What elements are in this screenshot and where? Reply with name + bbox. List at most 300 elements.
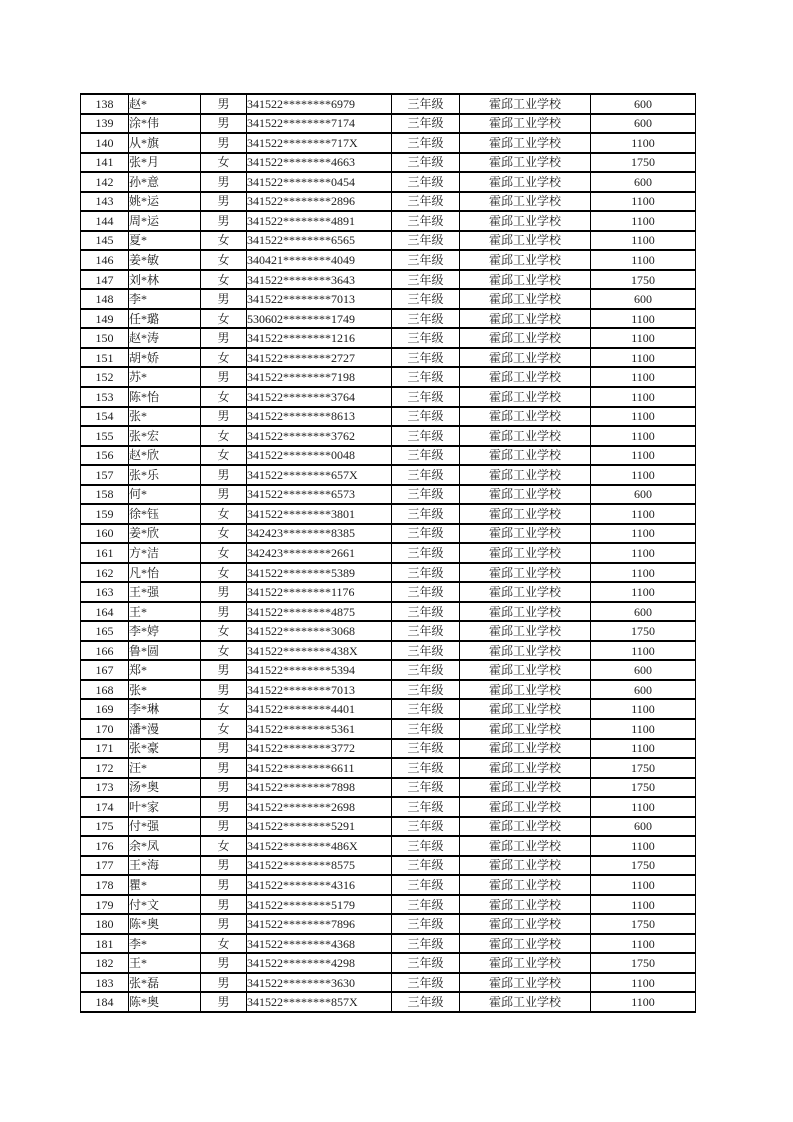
table-row (81, 680, 696, 700)
cell-id-number: 341522********3764 (247, 387, 392, 407)
cell-gender: 女 (201, 934, 247, 954)
cell-amount: 1750 (591, 270, 696, 290)
table-body (81, 94, 696, 1012)
cell-grade: 三年级 (392, 992, 460, 1012)
cell-amount: 1100 (591, 192, 696, 212)
cell-row-number: 161 (81, 543, 129, 563)
cell-school: 霍邱工业学校 (460, 817, 591, 837)
cell-gender: 男 (201, 660, 247, 680)
cell-gender: 男 (201, 485, 247, 505)
table-row (81, 192, 696, 212)
cell-grade: 三年级 (392, 485, 460, 505)
cell-gender: 男 (201, 895, 247, 915)
cell-gender: 男 (201, 211, 247, 231)
cell-amount: 1100 (591, 797, 696, 817)
cell-id-number: 341522********3801 (247, 504, 392, 524)
cell-amount: 600 (591, 289, 696, 309)
cell-id-number: 341522********7198 (247, 367, 392, 387)
cell-id-number: 530602********1749 (247, 309, 392, 329)
cell-student-name: 赵*涛 (129, 328, 201, 348)
cell-student-name: 凡*怡 (129, 563, 201, 583)
cell-row-number: 159 (81, 504, 129, 524)
cell-school: 霍邱工业学校 (460, 289, 591, 309)
cell-amount: 1100 (591, 895, 696, 915)
table-row (81, 621, 696, 641)
cell-student-name: 周*运 (129, 211, 201, 231)
cell-row-number: 167 (81, 660, 129, 680)
cell-row-number: 140 (81, 133, 129, 153)
cell-student-name: 夏* (129, 231, 201, 251)
cell-student-name: 方*洁 (129, 543, 201, 563)
cell-amount: 1750 (591, 953, 696, 973)
cell-grade: 三年级 (392, 270, 460, 290)
cell-row-number: 184 (81, 992, 129, 1012)
cell-student-name: 赵*欣 (129, 446, 201, 466)
cell-grade: 三年级 (392, 953, 460, 973)
cell-grade: 三年级 (392, 465, 460, 485)
cell-amount: 1100 (591, 211, 696, 231)
cell-gender: 男 (201, 953, 247, 973)
cell-gender: 男 (201, 407, 247, 427)
cell-gender: 男 (201, 367, 247, 387)
cell-amount: 1100 (591, 348, 696, 368)
cell-grade: 三年级 (392, 504, 460, 524)
cell-amount: 1100 (591, 543, 696, 563)
cell-id-number: 341522********438X (247, 641, 392, 661)
cell-grade: 三年级 (392, 582, 460, 602)
cell-amount: 1100 (591, 992, 696, 1012)
cell-gender: 女 (201, 563, 247, 583)
cell-row-number: 143 (81, 192, 129, 212)
cell-gender: 男 (201, 739, 247, 759)
cell-gender: 女 (201, 309, 247, 329)
cell-student-name: 孙*意 (129, 172, 201, 192)
cell-row-number: 182 (81, 953, 129, 973)
cell-row-number: 181 (81, 934, 129, 954)
cell-student-name: 郑* (129, 660, 201, 680)
cell-id-number: 341522********7013 (247, 289, 392, 309)
cell-row-number: 147 (81, 270, 129, 290)
cell-id-number: 341522********4663 (247, 153, 392, 173)
cell-id-number: 341522********8575 (247, 856, 392, 876)
cell-amount: 1750 (591, 153, 696, 173)
cell-school: 霍邱工业学校 (460, 758, 591, 778)
cell-school: 霍邱工业学校 (460, 114, 591, 134)
cell-id-number: 341522********4316 (247, 875, 392, 895)
cell-student-name: 陈*奥 (129, 992, 201, 1012)
cell-school: 霍邱工业学校 (460, 426, 591, 446)
table-row (81, 758, 696, 778)
cell-school: 霍邱工业学校 (460, 563, 591, 583)
table-row (81, 699, 696, 719)
table-row (81, 856, 696, 876)
cell-school: 霍邱工业学校 (460, 602, 591, 622)
cell-student-name: 张* (129, 407, 201, 427)
cell-school: 霍邱工业学校 (460, 231, 591, 251)
cell-id-number: 340421********4049 (247, 250, 392, 270)
table-row (81, 250, 696, 270)
cell-id-number: 341522********486X (247, 836, 392, 856)
cell-grade: 三年级 (392, 133, 460, 153)
cell-school: 霍邱工业学校 (460, 348, 591, 368)
cell-row-number: 145 (81, 231, 129, 251)
cell-grade: 三年级 (392, 446, 460, 466)
student-roster-table (80, 93, 696, 1013)
cell-id-number: 341522********857X (247, 992, 392, 1012)
cell-grade: 三年级 (392, 758, 460, 778)
cell-amount: 600 (591, 94, 696, 114)
cell-student-name: 张* (129, 680, 201, 700)
table-row (81, 504, 696, 524)
cell-grade: 三年级 (392, 94, 460, 114)
cell-id-number: 341522********5389 (247, 563, 392, 583)
cell-gender: 女 (201, 231, 247, 251)
cell-row-number: 178 (81, 875, 129, 895)
cell-amount: 1750 (591, 621, 696, 641)
cell-student-name: 叶*家 (129, 797, 201, 817)
cell-row-number: 179 (81, 895, 129, 915)
cell-school: 霍邱工业学校 (460, 680, 591, 700)
cell-row-number: 170 (81, 719, 129, 739)
cell-id-number: 341522********4368 (247, 934, 392, 954)
cell-school: 霍邱工业学校 (460, 153, 591, 173)
cell-amount: 1100 (591, 699, 696, 719)
cell-gender: 男 (201, 133, 247, 153)
cell-school: 霍邱工业学校 (460, 211, 591, 231)
cell-id-number: 341522********6573 (247, 485, 392, 505)
cell-id-number: 341522********717X (247, 133, 392, 153)
cell-student-name: 从*旗 (129, 133, 201, 153)
cell-row-number: 157 (81, 465, 129, 485)
cell-row-number: 175 (81, 817, 129, 837)
table-row (81, 660, 696, 680)
cell-amount: 600 (591, 817, 696, 837)
cell-gender: 女 (201, 270, 247, 290)
cell-id-number: 341522********6565 (247, 231, 392, 251)
cell-grade: 三年级 (392, 153, 460, 173)
cell-grade: 三年级 (392, 250, 460, 270)
cell-grade: 三年级 (392, 114, 460, 134)
cell-grade: 三年级 (392, 836, 460, 856)
cell-gender: 女 (201, 348, 247, 368)
cell-row-number: 154 (81, 407, 129, 427)
cell-row-number: 180 (81, 914, 129, 934)
cell-grade: 三年级 (392, 289, 460, 309)
cell-row-number: 160 (81, 524, 129, 544)
cell-amount: 600 (591, 114, 696, 134)
cell-gender: 男 (201, 817, 247, 837)
cell-grade: 三年级 (392, 328, 460, 348)
cell-school: 霍邱工业学校 (460, 504, 591, 524)
cell-gender: 男 (201, 602, 247, 622)
cell-id-number: 341522********2698 (247, 797, 392, 817)
cell-grade: 三年级 (392, 621, 460, 641)
cell-gender: 男 (201, 797, 247, 817)
cell-amount: 1100 (591, 563, 696, 583)
table-row (81, 94, 696, 114)
cell-student-name: 王*海 (129, 856, 201, 876)
table-row (81, 231, 696, 251)
cell-grade: 三年级 (392, 719, 460, 739)
cell-gender: 男 (201, 758, 247, 778)
table-row (81, 407, 696, 427)
cell-school: 霍邱工业学校 (460, 309, 591, 329)
cell-school: 霍邱工业学校 (460, 446, 591, 466)
cell-row-number: 152 (81, 367, 129, 387)
table-row (81, 289, 696, 309)
cell-grade: 三年级 (392, 660, 460, 680)
table-row (81, 270, 696, 290)
cell-id-number: 341522********6611 (247, 758, 392, 778)
cell-id-number: 341522********657X (247, 465, 392, 485)
cell-amount: 1750 (591, 778, 696, 798)
cell-gender: 男 (201, 328, 247, 348)
cell-school: 霍邱工业学校 (460, 270, 591, 290)
cell-amount: 1100 (591, 934, 696, 954)
cell-student-name: 王* (129, 602, 201, 622)
table-row (81, 563, 696, 583)
cell-amount: 1100 (591, 309, 696, 329)
cell-id-number: 341522********4298 (247, 953, 392, 973)
cell-student-name: 陈*怡 (129, 387, 201, 407)
cell-grade: 三年级 (392, 407, 460, 427)
cell-student-name: 付*强 (129, 817, 201, 837)
cell-row-number: 174 (81, 797, 129, 817)
cell-gender: 女 (201, 387, 247, 407)
table-row (81, 953, 696, 973)
table-row (81, 739, 696, 759)
cell-row-number: 141 (81, 153, 129, 173)
cell-gender: 男 (201, 114, 247, 134)
cell-student-name: 张*乐 (129, 465, 201, 485)
cell-id-number: 341522********3772 (247, 739, 392, 759)
cell-row-number: 163 (81, 582, 129, 602)
cell-school: 霍邱工业学校 (460, 524, 591, 544)
cell-row-number: 149 (81, 309, 129, 329)
cell-amount: 1100 (591, 641, 696, 661)
cell-school: 霍邱工业学校 (460, 895, 591, 915)
cell-student-name: 汤*奥 (129, 778, 201, 798)
cell-id-number: 342423********2661 (247, 543, 392, 563)
cell-school: 霍邱工业学校 (460, 856, 591, 876)
cell-grade: 三年级 (392, 856, 460, 876)
cell-school: 霍邱工业学校 (460, 739, 591, 759)
cell-grade: 三年级 (392, 739, 460, 759)
cell-grade: 三年级 (392, 309, 460, 329)
table-row (81, 719, 696, 739)
cell-student-name: 张*宏 (129, 426, 201, 446)
cell-amount: 600 (591, 172, 696, 192)
cell-gender: 女 (201, 699, 247, 719)
cell-id-number: 341522********2896 (247, 192, 392, 212)
cell-id-number: 341522********5394 (247, 660, 392, 680)
cell-student-name: 赵* (129, 94, 201, 114)
cell-row-number: 183 (81, 973, 129, 993)
cell-gender: 男 (201, 582, 247, 602)
cell-school: 霍邱工业学校 (460, 250, 591, 270)
cell-student-name: 何* (129, 485, 201, 505)
cell-gender: 女 (201, 836, 247, 856)
table-row (81, 172, 696, 192)
cell-row-number: 139 (81, 114, 129, 134)
cell-student-name: 涂*伟 (129, 114, 201, 134)
cell-gender: 女 (201, 446, 247, 466)
table-row (81, 387, 696, 407)
cell-amount: 1100 (591, 524, 696, 544)
cell-gender: 男 (201, 680, 247, 700)
cell-id-number: 341522********3643 (247, 270, 392, 290)
table-row (81, 817, 696, 837)
cell-grade: 三年级 (392, 172, 460, 192)
cell-grade: 三年级 (392, 524, 460, 544)
cell-amount: 1100 (591, 387, 696, 407)
cell-id-number: 341522********0454 (247, 172, 392, 192)
cell-row-number: 142 (81, 172, 129, 192)
cell-amount: 1100 (591, 407, 696, 427)
cell-row-number: 158 (81, 485, 129, 505)
cell-amount: 1100 (591, 367, 696, 387)
cell-gender: 女 (201, 153, 247, 173)
cell-gender: 女 (201, 524, 247, 544)
cell-student-name: 胡*娇 (129, 348, 201, 368)
cell-student-name: 姜*欣 (129, 524, 201, 544)
cell-id-number: 341522********7898 (247, 778, 392, 798)
cell-amount: 1750 (591, 914, 696, 934)
cell-row-number: 176 (81, 836, 129, 856)
table-row (81, 524, 696, 544)
cell-student-name: 苏* (129, 367, 201, 387)
cell-gender: 男 (201, 856, 247, 876)
table-row (81, 992, 696, 1012)
cell-row-number: 162 (81, 563, 129, 583)
cell-school: 霍邱工业学校 (460, 973, 591, 993)
cell-amount: 1100 (591, 465, 696, 485)
cell-id-number: 341522********3068 (247, 621, 392, 641)
cell-id-number: 342423********8385 (247, 524, 392, 544)
cell-id-number: 341522********1176 (247, 582, 392, 602)
cell-grade: 三年级 (392, 543, 460, 563)
cell-grade: 三年级 (392, 387, 460, 407)
cell-id-number: 341522********7013 (247, 680, 392, 700)
cell-school: 霍邱工业学校 (460, 328, 591, 348)
cell-amount: 600 (591, 485, 696, 505)
cell-gender: 男 (201, 973, 247, 993)
cell-grade: 三年级 (392, 817, 460, 837)
cell-amount: 600 (591, 680, 696, 700)
cell-row-number: 151 (81, 348, 129, 368)
cell-school: 霍邱工业学校 (460, 367, 591, 387)
table-row (81, 914, 696, 934)
table-row (81, 426, 696, 446)
cell-amount: 1750 (591, 856, 696, 876)
cell-amount: 1100 (591, 973, 696, 993)
cell-row-number: 171 (81, 739, 129, 759)
cell-gender: 男 (201, 992, 247, 1012)
cell-grade: 三年级 (392, 875, 460, 895)
cell-id-number: 341522********1216 (247, 328, 392, 348)
cell-school: 霍邱工业学校 (460, 543, 591, 563)
cell-gender: 男 (201, 875, 247, 895)
cell-grade: 三年级 (392, 426, 460, 446)
table-row (81, 446, 696, 466)
cell-id-number: 341522********4875 (247, 602, 392, 622)
cell-school: 霍邱工业学校 (460, 778, 591, 798)
cell-gender: 男 (201, 289, 247, 309)
cell-row-number: 148 (81, 289, 129, 309)
cell-id-number: 341522********7174 (247, 114, 392, 134)
cell-school: 霍邱工业学校 (460, 934, 591, 954)
cell-grade: 三年级 (392, 231, 460, 251)
cell-row-number: 138 (81, 94, 129, 114)
cell-student-name: 李* (129, 934, 201, 954)
cell-id-number: 341522********7896 (247, 914, 392, 934)
table-row (81, 211, 696, 231)
cell-gender: 男 (201, 465, 247, 485)
cell-student-name: 张*豪 (129, 739, 201, 759)
cell-amount: 1100 (591, 231, 696, 251)
cell-grade: 三年级 (392, 934, 460, 954)
table-row (81, 875, 696, 895)
table-row (81, 582, 696, 602)
cell-id-number: 341522********5361 (247, 719, 392, 739)
table-row (81, 973, 696, 993)
cell-grade: 三年级 (392, 367, 460, 387)
cell-grade: 三年级 (392, 680, 460, 700)
cell-amount: 1100 (591, 426, 696, 446)
cell-amount: 1100 (591, 250, 696, 270)
table-row (81, 895, 696, 915)
cell-id-number: 341522********5291 (247, 817, 392, 837)
cell-school: 霍邱工业学校 (460, 641, 591, 661)
table-row (81, 543, 696, 563)
cell-row-number: 173 (81, 778, 129, 798)
cell-school: 霍邱工业学校 (460, 94, 591, 114)
cell-id-number: 341522********8613 (247, 407, 392, 427)
cell-id-number: 341522********6979 (247, 94, 392, 114)
cell-student-name: 陈*奥 (129, 914, 201, 934)
table-row (81, 328, 696, 348)
cell-student-name: 李* (129, 289, 201, 309)
cell-school: 霍邱工业学校 (460, 836, 591, 856)
cell-grade: 三年级 (392, 348, 460, 368)
cell-amount: 1100 (591, 739, 696, 759)
cell-school: 霍邱工业学校 (460, 875, 591, 895)
cell-amount: 1100 (591, 446, 696, 466)
cell-school: 霍邱工业学校 (460, 992, 591, 1012)
cell-row-number: 166 (81, 641, 129, 661)
cell-gender: 男 (201, 172, 247, 192)
cell-gender: 男 (201, 94, 247, 114)
cell-row-number: 146 (81, 250, 129, 270)
table-row (81, 778, 696, 798)
cell-amount: 1750 (591, 758, 696, 778)
cell-gender: 女 (201, 250, 247, 270)
cell-student-name: 姜*敏 (129, 250, 201, 270)
cell-student-name: 王* (129, 953, 201, 973)
cell-student-name: 汪* (129, 758, 201, 778)
table-row (81, 797, 696, 817)
cell-id-number: 341522********2727 (247, 348, 392, 368)
cell-student-name: 张*磊 (129, 973, 201, 993)
cell-amount: 1100 (591, 582, 696, 602)
cell-school: 霍邱工业学校 (460, 953, 591, 973)
table-row (81, 114, 696, 134)
cell-row-number: 164 (81, 602, 129, 622)
cell-gender: 男 (201, 778, 247, 798)
cell-grade: 三年级 (392, 797, 460, 817)
table-row (81, 485, 696, 505)
cell-school: 霍邱工业学校 (460, 914, 591, 934)
